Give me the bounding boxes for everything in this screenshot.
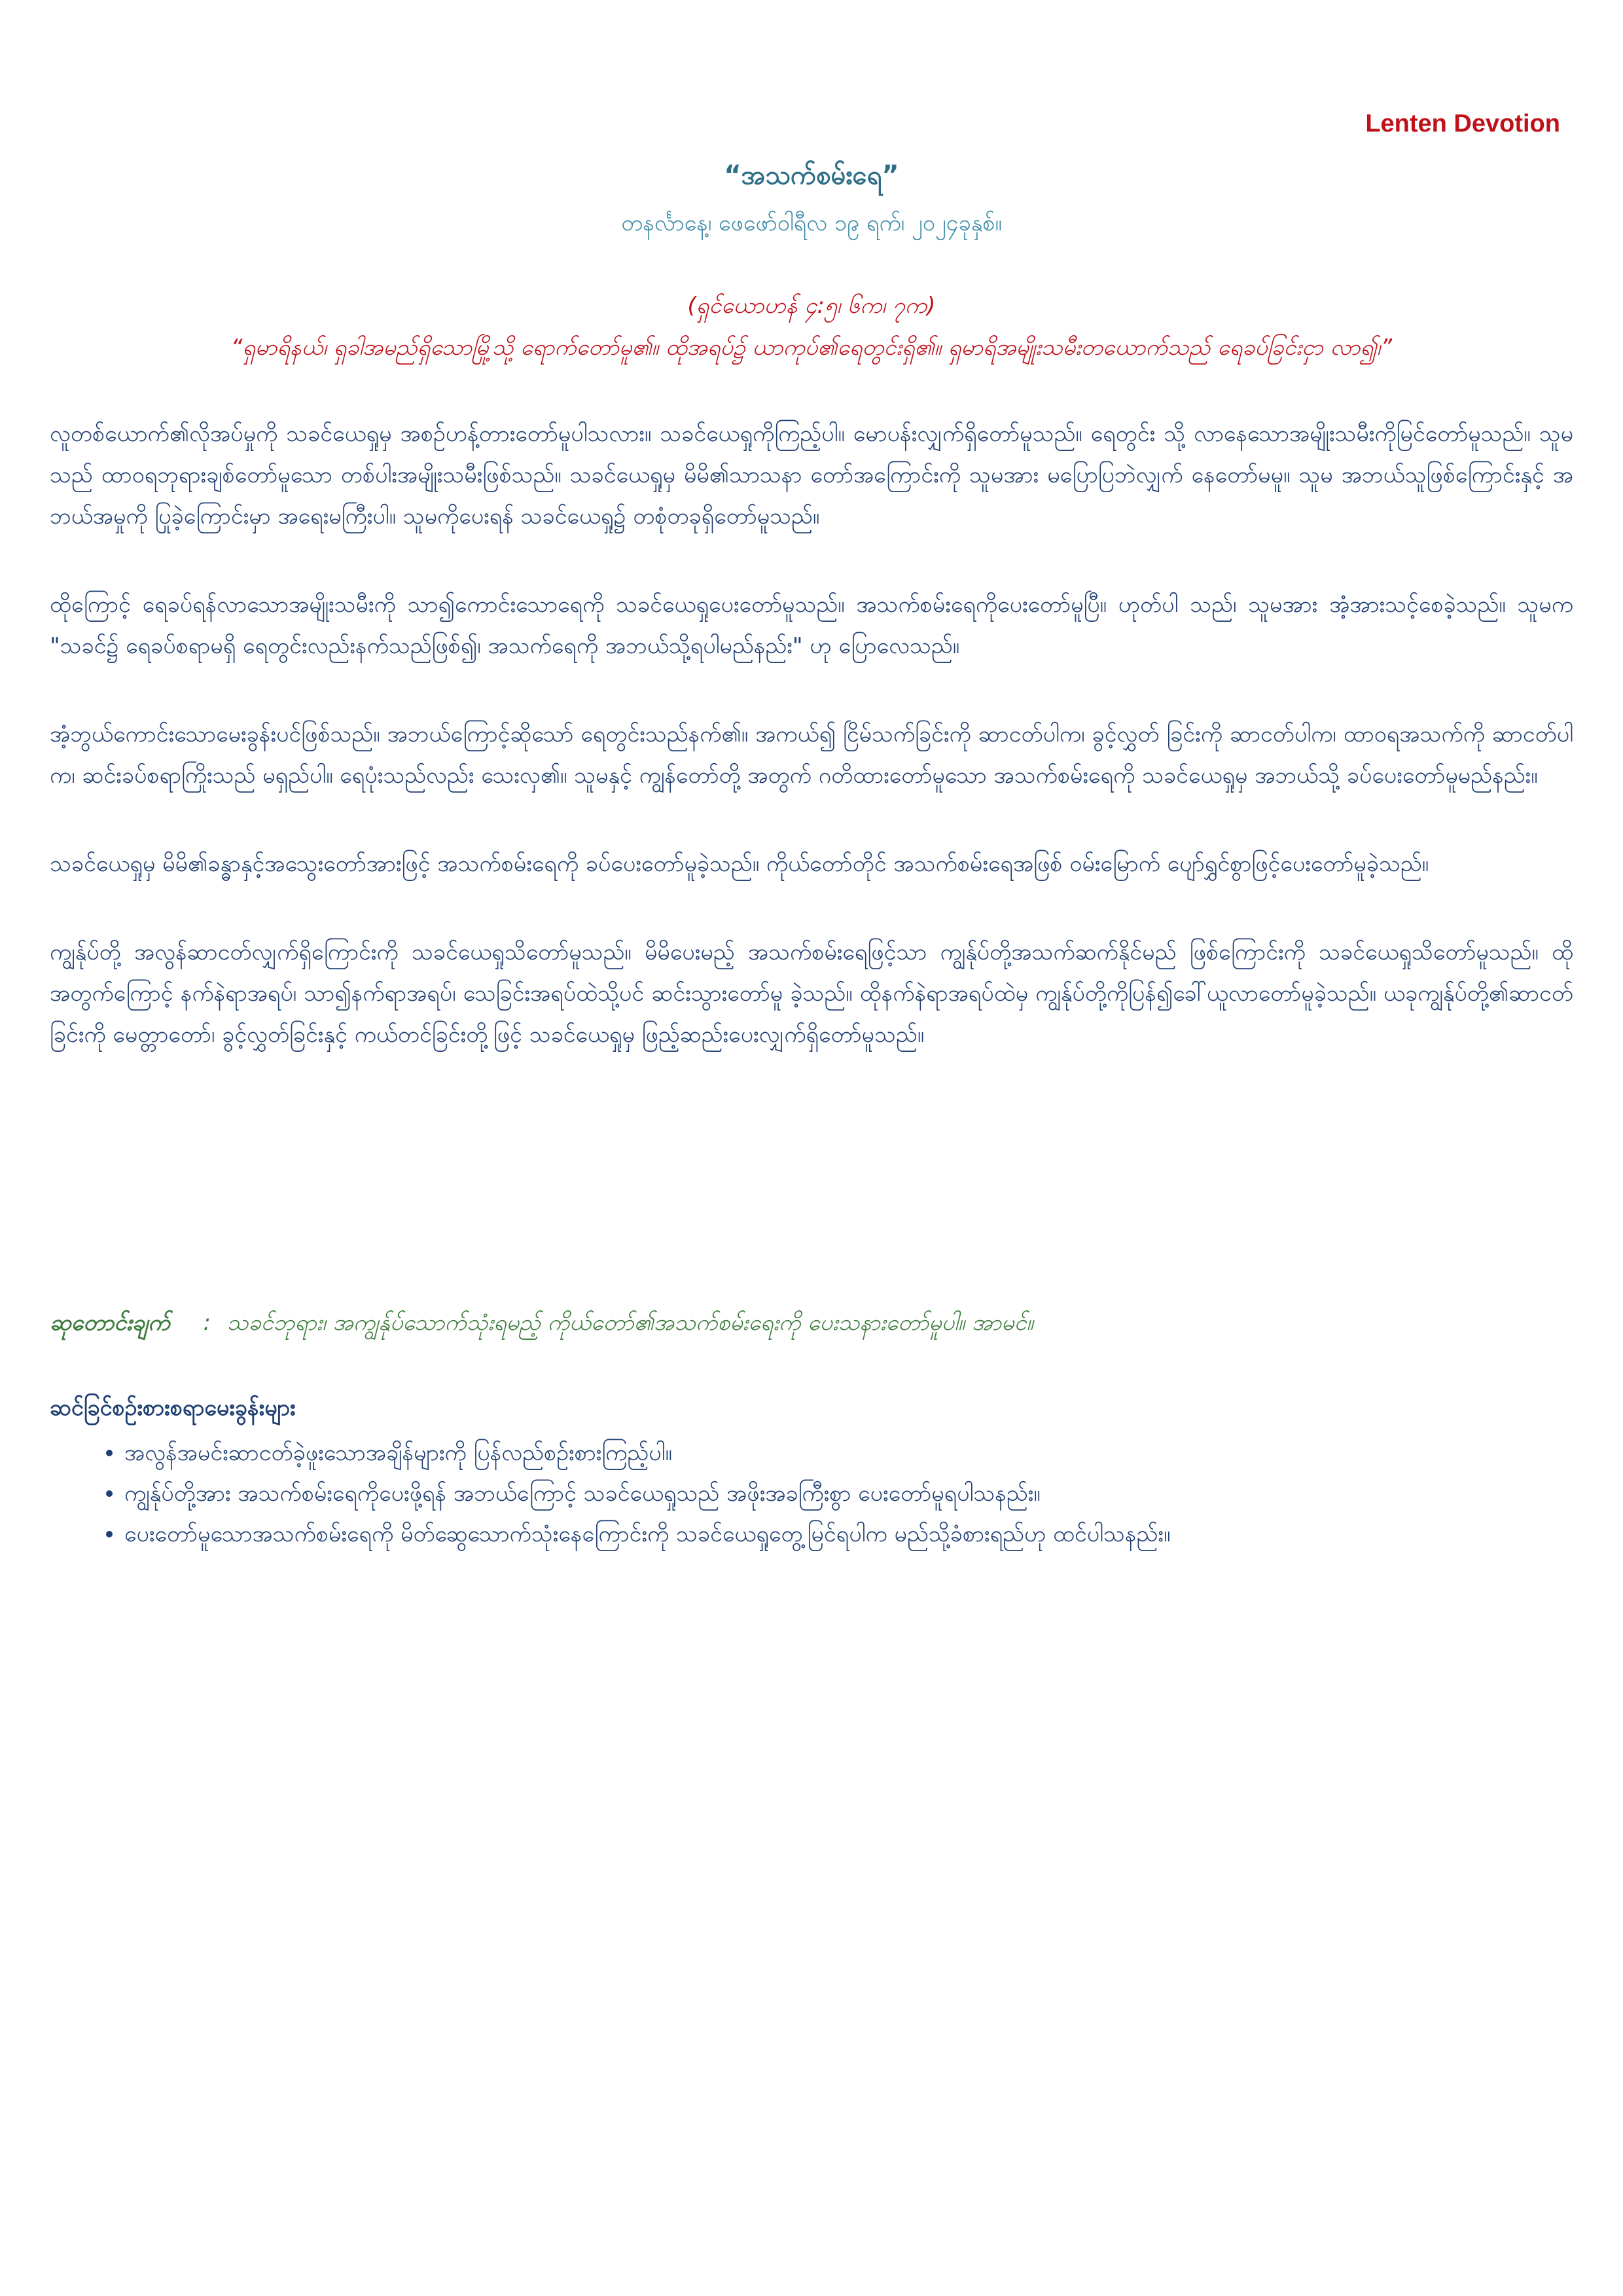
bullet-icon xyxy=(106,1531,113,1537)
question-text: ကျွန်ုပ်တို့အား အသက်စမ်းရေကိုပေးဖို့ရန် အဘယ်ကြောင့် သခင်ယေရှုသည် အဖိုးအခကြီးစွာ ပေးတော်မူရပါသနည်း။ xyxy=(124,1480,1041,1507)
prayer-label: ဆုတောင်းချက် xyxy=(50,1310,170,1336)
paragraph-4: သခင်ယေရှုမှ မိမိ၏ခန္ဓာနှင့်အသွေးတော်အားဖြင့် အသက်စမ်းရေကို ခပ်ပေးတော်မူခဲ့သည်။ ကိုယ်တော်တိုင် အသက်စမ်းရေအဖြစ် ဝမ်းမြောက် ပျော်ရွှင်စွာဖြင့်ပေးတော်မူခဲ့သည်။ xyxy=(50,851,1429,877)
questions-list xyxy=(50,1433,1573,1554)
prayer-line xyxy=(50,1308,1573,1341)
bullet-icon xyxy=(106,1450,113,1456)
scripture-reference: (ရှင်ယောဟန် ၄:၅၊ ၆က၊ ၇က) xyxy=(687,293,936,319)
paragraph-2: ထိုကြောင့် ရေခပ်ရန်လာသောအမျိုးသမီးကို သာ၍ကောင်းသောရေကို သခင်ယေရှုပေးတော်မူသည်။ အသက်စမ်းရေကိုပေးတော်မူပြီ။ ဟုတ်ပါ သည်၊ သူမအား အံ့အားသင့်စေခဲ့သည်။ သူမက "သခင်၌ ရေခပ်စရာမရှိ ရေတွင်းလည်းနက်သည်ဖြစ်၍၊ အသက်ရေကို အဘယ်သို့ရပါမည်နည်း" ဟု ပြောလေသည်။ xyxy=(50,592,1573,659)
devotion-title: “အသက်စမ်းရေ” xyxy=(724,160,899,190)
lenten-devotion-label: Lenten Devotion xyxy=(1365,110,1560,137)
question-text: အလွန်အမင်းဆာငတ်ခဲ့ဖူးသောအချိန်များကို ပြန်လည်စဉ်းစားကြည့်ပါ။ xyxy=(124,1440,672,1466)
paragraph-3: အံ့ဘွယ်ကောင်းသောမေးခွန်းပင်ဖြစ်သည်။ အဘယ်ကြောင့်ဆိုသော် ရေတွင်းသည်နက်၏။ အကယ်၍ ငြိမ်သက်ခြင်းကို ဆာငတ်ပါက၊ ခွင့်လွှတ် ခြင်းကို ဆာငတ်ပါက၊ ထာဝရအသက်ကို ဆာငတ်ပါက၊ ဆင်းခပ်စရာကြိုးသည် မရှည်ပါ။ ရေပုံးသည်လည်း သေးလှ၏။ သူမနှင့် ကျွန်တော်တို့ အတွက် ဂတိထားတော်မူသော အသက်စမ်းရေကို သခင်ယေရှုမှ အဘယ်သို့ ခပ်ပေးတော်မူမည်နည်း။ xyxy=(50,721,1573,789)
list-item xyxy=(50,1473,1573,1514)
question-text: ပေးတော်မူသောအသက်စမ်းရေကို မိတ်ဆွေသောက်သုံးနေကြောင်းကို သခင်ယေရှုတွေ့မြင်ရပါက မည်သို့ခံစားရည်ဟု ထင်ပါသနည်း။ xyxy=(124,1521,1171,1547)
devotion-body xyxy=(50,414,1573,1103)
devotion-date: တနင်္လာနေ့၊ ဖေဖော်ဝါရီလ ၁၉ ရက်၊ ၂၀၂၄ခုနှစ်။ xyxy=(621,210,1002,236)
paragraph-1: လူတစ်ယောက်၏လိုအပ်မှုကို သခင်ယေရှုမှ အစဉ်ဟန့်တားတော်မူပါသလား။ သခင်ယေရှုကိုကြည့်ပါ။ မောပန်းလျှက်ရှိတော်မူသည်။ ရေတွင်း သို့ လာနေသောအမျိုးသမီးကိုမြင်တော်မူသည်။ သူမသည် ထာဝရဘုရားချစ်တော်မူသော တစ်ပါးအမျိုးသမီးဖြစ်သည်။ သခင်ယေရှုမှ မိမိ၏သာသနာ တော်အကြောင်းကို သူမအား မပြောပြဘဲလျှက် နေတော်မမူ။ သူမ အဘယ်သူဖြစ်ကြောင်းနှင့် အဘယ်အမှုကို ပြုခဲ့ကြောင်းမှာ အရေးမကြီးပါ။ သူမကိုပေးရန် သခင်ယေရှု၌ တစုံတခုရှိတော်မူသည်။ xyxy=(50,421,1573,529)
bullet-icon xyxy=(106,1490,113,1497)
paragraph-5: ကျွန်ုပ်တို့ အလွန်ဆာငတ်လျှက်ရှိကြောင်းကို သခင်ယေရှုသိတော်မူသည်။ မိမိပေးမည့် အသက်စမ်းရေဖြင့်သာ ကျွန်ုပ်တို့အသက်ဆက်နိုင်မည် ဖြစ်ကြောင်းကို သခင်ယေရှုသိတော်မူသည်။ ထိုအတွက်ကြောင့် နက်နဲရာအရပ်၊ သာ၍နက်ရာအရပ်၊ သေခြင်းအရပ်ထဲသို့ပင် ဆင်းသွားတော်မူ ခဲ့သည်။ ထိုနက်နဲရာအရပ်ထဲမှ ကျွန်ုပ်တို့ကိုပြန်၍ခေါ်ယူလာတော်မူခဲ့သည်။ ယခုကျွန်ုပ်တို့၏ဆာငတ်ခြင်းကို မေတ္တာတော်၊ ခွင့်လွှတ်ခြင်းနှင့် ကယ်တင်ခြင်းတို့ဖြင့် သခင်ယေရှုမှ ဖြည့်ဆည်းပေးလျှက်ရှိတော်မူသည်။ xyxy=(50,939,1573,1048)
list-item xyxy=(50,1514,1573,1554)
prayer-separator: : xyxy=(203,1310,211,1336)
scripture-verse: “ရှမာရိနယ်၊ ရှခါအမည်ရှိသောမြို့သို့ ရောက်တော်မူ၏။ ထိုအရပ်၌ ယာကုပ်၏ရေတွင်းရှိ၏။ ရှမာရိအမျိုးသမီးတယောက်သည် ရေခပ်ခြင်းငှာ လာ၍၊” xyxy=(230,334,1393,361)
list-item xyxy=(50,1433,1573,1473)
reflection-questions xyxy=(50,1393,1573,1554)
prayer-text: သခင်ဘုရား၊ အကျွန်ုပ်သောက်သုံးရမည့် ကိုယ်တော်၏အသက်စမ်းရေးကို ပေးသနားတော်မူပါ။ အာမင်။ xyxy=(226,1310,1033,1336)
questions-heading: ဆင်ခြင်စဉ်းစားစရာမေးခွန်းများ xyxy=(50,1395,296,1421)
